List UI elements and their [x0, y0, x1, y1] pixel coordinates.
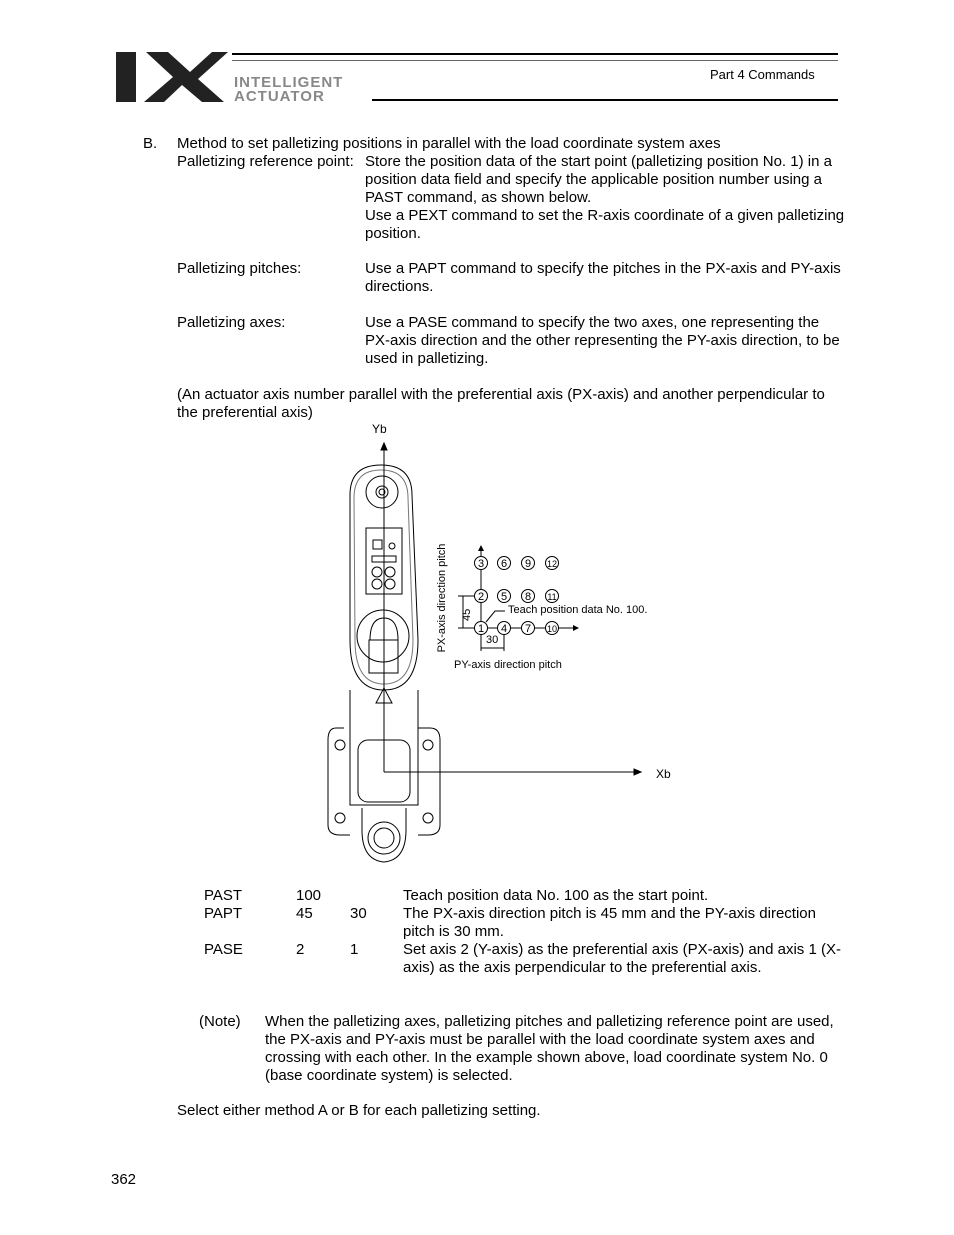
position-number: 11	[547, 592, 557, 602]
position-number: 9	[524, 558, 532, 570]
item-label: Palletizing pitches:	[177, 260, 302, 277]
item-text-2: Use a PEXT command to set the R-axis coordinate of a given palletizing position.	[365, 207, 845, 242]
operand-2: 30	[350, 905, 367, 922]
x-axis-label: Xb	[656, 767, 671, 781]
command-desc: The PX-axis direction pitch is 45 mm and the PY-axis direction pitch is 30 mm.	[403, 905, 816, 940]
pallet-position-2	[475, 590, 488, 604]
item-text: Use a PAPT command to specify the pitches in the PX-axis and PY-axis directions.	[365, 260, 841, 295]
px-pitch-value: 45	[461, 608, 473, 621]
operand-2: 1	[350, 941, 359, 958]
y-axis-label: Yb	[372, 422, 387, 436]
pallet-position-10	[546, 622, 559, 635]
note-label: (Note)	[199, 1013, 241, 1030]
pallet-positions	[475, 557, 559, 636]
position-number: 4	[500, 623, 508, 635]
page-number: 362	[111, 1171, 137, 1188]
pallet-position-3	[475, 557, 488, 571]
py-pitch-value: 30	[486, 634, 499, 646]
paren-note: (An actuator axis number parallel with the preferential axis (PX-axis) and another perpendicular to the preferential axis)	[177, 386, 825, 421]
pallet-position-6	[498, 557, 511, 571]
list-marker: B.	[143, 135, 158, 152]
position-number: 1	[477, 623, 485, 635]
command-name: PASE	[204, 941, 243, 958]
logo-text-1: INTELLIGENT	[234, 74, 344, 91]
item-label: Palletizing reference point:	[177, 153, 354, 170]
position-number: 7	[524, 623, 532, 635]
command-name: PAPT	[204, 905, 243, 922]
section-title: Part 4 Commands	[710, 67, 815, 82]
position-number: 12	[546, 559, 558, 569]
teach-label: Teach position data No. 100.	[508, 604, 648, 616]
operand-1: 100	[296, 887, 322, 904]
pallet-position-12	[546, 557, 559, 570]
item-text: Use a PASE command to specify the two axes, one representing the PX-axis direction and the other representing the PY-axis direction, to be used in palletizing.	[365, 314, 840, 367]
item-label: Palletizing axes:	[177, 314, 286, 331]
command-desc: Set axis 2 (Y-axis) as the preferential axis (PX-axis) and axis 1 (X-axis) as the axis perpendicular to the preferential axis.	[403, 941, 841, 976]
px-direction-label: PX-axis direction pitch	[436, 543, 448, 653]
logo-text-2: ACTUATOR	[234, 88, 325, 105]
pallet-position-7	[522, 622, 535, 636]
position-number: 5	[500, 591, 508, 603]
position-number: 6	[500, 558, 508, 570]
item-text: Store the position data of the start point (palletizing position No. 1) in a position data field and specify the applicable position number using a PAST command, as shown below.	[365, 153, 832, 206]
operand-1: 45	[296, 905, 313, 922]
operand-1: 2	[296, 941, 305, 958]
position-number: 3	[477, 558, 485, 570]
note-text: When the palletizing axes, palletizing pitches and palletizing reference point are used, the PX-axis and PY-axis must be parallel with the load coordinate system axes and crossing with each other. In the example shown above, load coordinate system No. 0 (base coordinate system) is selected.	[265, 1013, 834, 1084]
pallet-position-1	[475, 622, 488, 636]
position-number: 2	[477, 591, 485, 603]
py-direction-label: PY-axis direction pitch	[454, 659, 562, 671]
command-name: PAST	[204, 887, 243, 904]
position-number: 10	[546, 624, 558, 634]
pallet-position-4	[498, 622, 511, 636]
pallet-position-5	[498, 590, 511, 604]
closing-text: Select either method A or B for each palletizing setting.	[177, 1102, 541, 1119]
py-arrow-head	[573, 625, 579, 631]
pallet-position-11	[546, 590, 559, 603]
pallet-position-8	[522, 590, 535, 604]
px-arrow-head	[478, 545, 484, 551]
pallet-position-9	[522, 557, 535, 571]
position-number: 8	[524, 591, 532, 603]
method-title: Method to set palletizing positions in parallel with the load coordinate system axes	[177, 135, 721, 152]
command-desc: Teach position data No. 100 as the start point.	[403, 887, 709, 904]
